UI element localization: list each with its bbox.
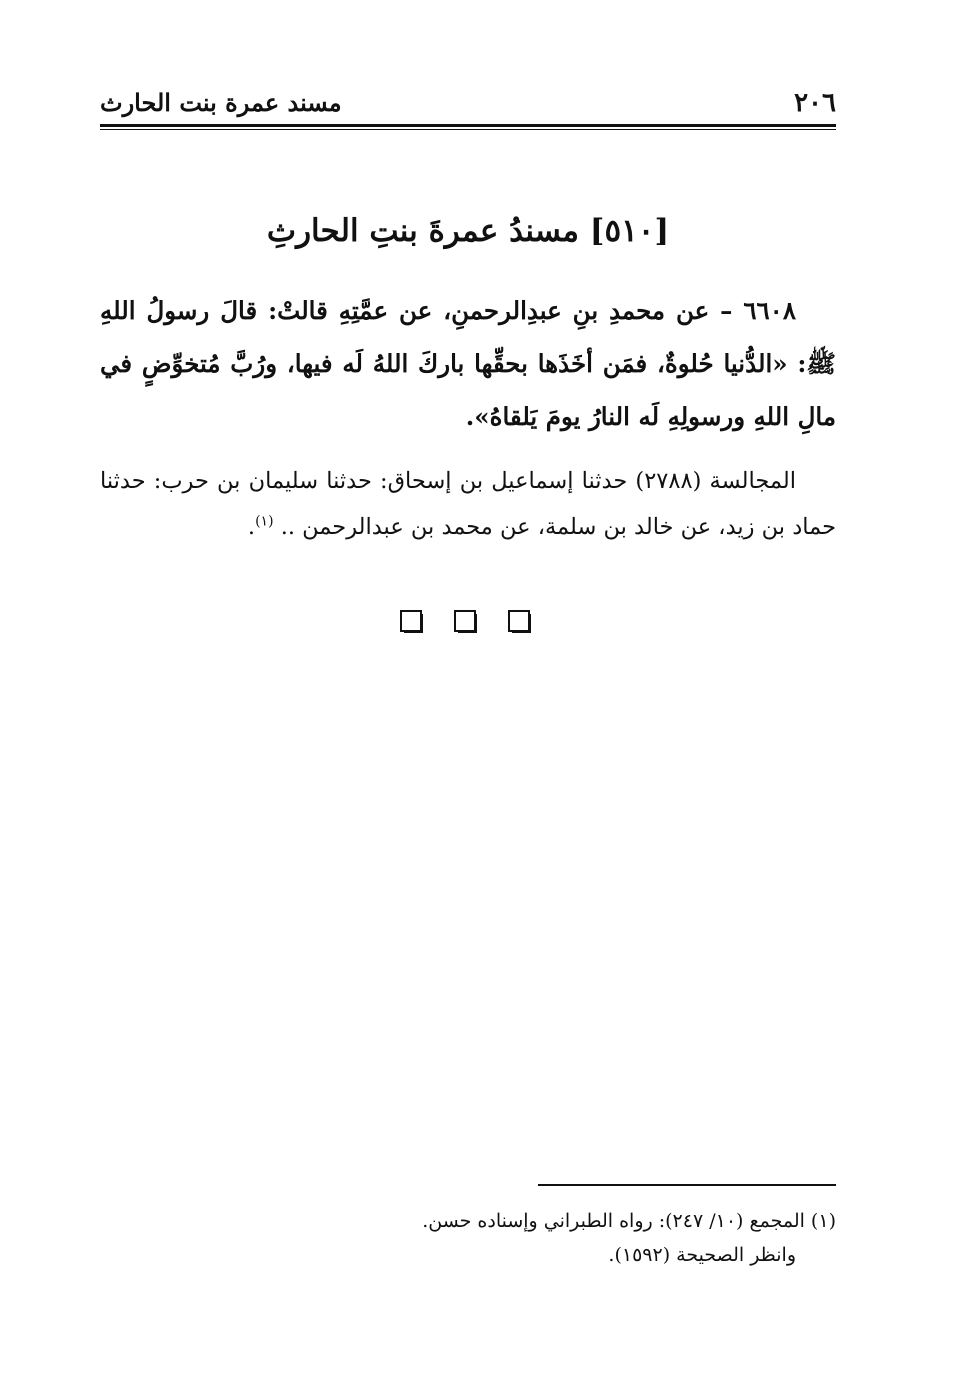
- hadith-text: ٦٦٠٨ – عن محمدِ بنِ عبدِالرحمنِ، عن عمَّتِهِ قالتْ: قالَ رسولُ اللهِ ﷺ: «الدُّنيا حُلوةٌ، فمَن أخَذَها بحقِّها باركَ اللهُ لَه فيها، ورُبَّ مُتخوِّضٍ في مالِ اللهِ ورسولِهِ لَه النارُ يومَ يَلقاهُ».: [100, 296, 836, 431]
- header-rule: [100, 124, 836, 127]
- square-box-icon: [508, 610, 530, 632]
- section-separator: [400, 610, 530, 638]
- footnotes: [100, 1204, 836, 1272]
- page-number: ٢٠٦: [794, 88, 836, 118]
- running-title: مسند عمرة بنت الحارث: [100, 88, 342, 117]
- header-rule-thin: [100, 129, 836, 130]
- running-header: [100, 86, 836, 120]
- square-box-icon: [400, 610, 422, 632]
- source-end: .: [247, 514, 256, 540]
- footnote-1: (١) المجمع (١٠/ ٢٤٧): رواه الطبراني وإسناده حسن.: [422, 1210, 836, 1232]
- square-box-icon: [454, 610, 476, 632]
- source-paragraph: [100, 458, 836, 550]
- section-title: [٥١٠] مسندُ عمرةَ بنتِ الحارثِ: [266, 213, 670, 249]
- source-text: المجالسة (٢٧٨٨) حدثنا إسماعيل بن إسحاق: حدثنا سليمان بن حرب: حدثنا حماد بن زيد، عن خالد بن سلمة، عن محمد بن عبدالرحمن ..: [100, 468, 836, 540]
- footnote-1-continuation: وانظر الصحيحة (١٥٩٢).: [608, 1244, 796, 1266]
- footnote-rule: [538, 1184, 836, 1186]
- hadith-paragraph: [100, 284, 836, 443]
- footnote-ref[interactable]: (١): [255, 513, 274, 530]
